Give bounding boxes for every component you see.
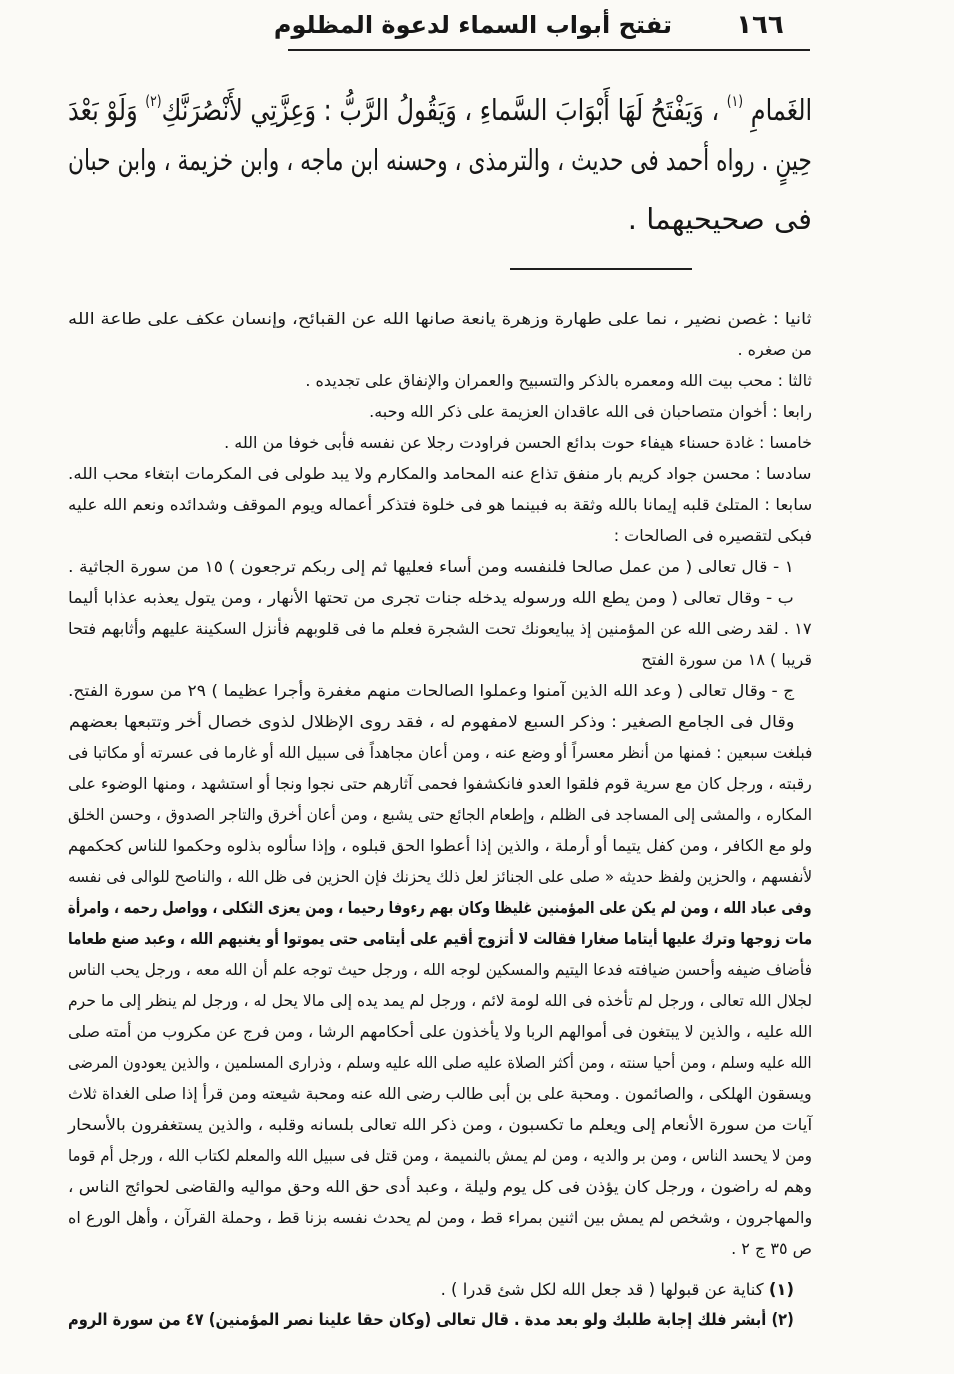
commentary-line-text: آيات من سورة الأنعام إلى ويعلم ما تكسبون ، ومن ذكر الله تعالى بلسانه وقلبه ، والذين يستغفرون بالأسحار	[67, 1115, 812, 1134]
commentary-line	[68, 1078, 812, 1109]
commentary-line-text: سادسا : محسن جواد كريم بار منفق تذاع عنه المحامد والمكارم ولا يبد طولى فى المكرمات ابتغاء محب الله.	[68, 464, 812, 483]
commentary-line	[68, 706, 812, 737]
footnote-text: أبشر فلك إجابة طلبك ولو بعد مدة . قال تعالى (وكان حقا علينا نصر المؤمنين) ٤٧ من سورة الروم	[68, 1310, 767, 1329]
commentary-line	[68, 985, 812, 1016]
commentary-line	[68, 520, 812, 551]
commentary-line	[68, 396, 812, 427]
commentary-line	[68, 1109, 812, 1140]
commentary-line	[68, 892, 812, 923]
hadith-text-segment: وَلَوْ بَعْدَ	[67, 93, 138, 127]
commentary-line-text: ١ - قال تعالى ( من عمل صالحا فلنفسه ومن أساء فعليها ثم إلى ربكم ترجعون ) ١٥ من سورة الجاثية .	[68, 557, 794, 576]
commentary-line	[68, 1202, 812, 1233]
commentary-line-text: وقال فى الجامع الصغير : وذكر السبع لامفهوم له ، فقد روى الإظلال لذوى خصال أخر وتتبعها بعضهم	[68, 712, 794, 731]
commentary-line	[68, 427, 812, 458]
footnote-marker: (١)	[768, 1280, 794, 1299]
commentary-line	[68, 365, 812, 396]
hadith-line	[68, 72, 812, 131]
hadith-line	[68, 190, 812, 249]
commentary-line	[68, 675, 812, 706]
commentary-line	[68, 1016, 812, 1047]
footnote-2	[68, 1305, 812, 1335]
commentary-line-text: من صغره .	[737, 340, 812, 359]
footnotes	[68, 1275, 812, 1335]
commentary-line-text: ولو مع الكافر ، ومن كفل يتيما أو أرملة ، والذين إذا أعطوا الحق قبلوه ، وإذا سألوه بذلوه وحكموا للناس كحكمهم	[67, 836, 812, 855]
commentary-line	[68, 458, 812, 489]
footnote-1	[68, 1275, 812, 1305]
commentary-line	[68, 582, 812, 613]
commentary-line	[68, 737, 812, 768]
commentary-line	[68, 830, 812, 861]
commentary-line	[68, 768, 812, 799]
commentary-line	[68, 1140, 812, 1171]
commentary-line-text: فبلغت سبعين : فمنها من أنظر معسراً أو وضع عنه ، ومن أعان مجاهداً فى سبيل الله أو غارما فى عسرته أو مكاتبا فى	[67, 743, 812, 762]
header-rule	[288, 49, 810, 51]
hadith-text-segment: الغَمامِ	[750, 93, 812, 127]
commentary-line	[68, 489, 812, 520]
commentary-line	[68, 954, 812, 985]
footnote-ref-2: (٢)	[145, 92, 162, 110]
commentary-line	[68, 1233, 812, 1264]
commentary-line-text: قريبا ) ١٨ من سورة الفتح	[641, 650, 812, 669]
commentary-line	[68, 1171, 812, 1202]
commentary-line-text: مات زوجها وترك عليها أيتاما صغارا فقالت لا أتزوج أقيم على أيتامى حتى يموتوا أو يغنيهم الله ، وعبد صنع طعاما	[67, 929, 812, 948]
commentary-line-text: الله عليه ، والذين لا يبتغون فى أموالهم الربا ولا يأخذون على أحكامهم الرشا ، ومن فرج عن مكروب من أمته صلى	[67, 1022, 812, 1041]
commentary-line-text: ثالثا : محب بيت الله ومعمره بالذكر والتسبيح والعمران والإنفاق على تجديده .	[305, 371, 812, 390]
page-number: ١٦٦	[736, 10, 784, 40]
commentary-line	[68, 923, 812, 954]
commentary-line-text: ب - وقال تعالى ( ومن يطع الله ورسوله يدخله جنات تجرى من تحتها الأنهار ، ومن يتول يعذبه عذابا أليما	[68, 588, 794, 607]
commentary-line-text: فأضاف ضيفه وأحسن ضيافته فدعا اليتيم والمسكين لوجه الله ، ورجل حيث توجه علم أن الله معه ، ورجل يحب الناس	[67, 960, 812, 979]
commentary-line-text: ص ٣٥ ج ٢ .	[731, 1239, 812, 1258]
hadith-line	[68, 131, 812, 190]
commentary-line-text: سابعا : المتلئ قلبه إيمانا بالله وثقة به فبينما هو فى خلوة فتذكر أعماله ويوم الموقف وشدائده ونعم الله عليه	[67, 495, 812, 514]
commentary-line-text: ١٧ . لقد رضى الله عن المؤمنين إذ يبايعونك تحت الشجرة فعلم ما فى قلوبهم فأنزل السكينة عليهم وأثابهم فتحا	[68, 619, 812, 638]
commentary-line-text: رقبته ، ورجل كان مع سرية قوم فلقوا العدو فانكشفوا فحمى آثارهم حتى نجوا ونجا أو استشهد ، ومنها الوضوء على	[68, 774, 812, 793]
commentary-line-text: ويسقون الهلكى ، والصائمون . ومحبة على بن أبى طالب رضى الله عنه ومحبة شيعته ومن قرأ إذا صلى الغداة ثلاث	[68, 1084, 812, 1103]
commentary-line	[68, 303, 812, 334]
commentary-line-text: ج - وقال تعالى ( وعد الله الذين آمنوا وعملوا الصالحات منهم مغفرة وأجرا عظيما ) ٢٩ من سورة الفتح.	[67, 681, 794, 700]
hadith-line-text: فى صحيحيهما .	[627, 202, 812, 236]
commentary-line-text: فبكى لتقصيره فى الصالحات :	[613, 526, 812, 545]
commentary-line	[68, 613, 812, 644]
hadith-text	[68, 72, 812, 249]
hadith-text-segment: ، وَيَفْتَحُ لَهَا أَبْوَابَ السَّماءِ ، وَيَقُولُ الرَّبُّ : وَعِزَّتِي لأَنْصُرَنَّكِ	[161, 93, 719, 127]
commentary-line	[68, 644, 812, 675]
commentary-line	[68, 799, 812, 830]
footnote-content	[441, 1275, 794, 1305]
commentary-line-text: ثانيا : غصن نضير ، نما على طهارة وزهرة يانعة صانها الله عن القبائح، وإنسان عكف على طاعة الله	[68, 309, 812, 328]
section-separator	[510, 268, 692, 270]
commentary-line	[68, 551, 812, 582]
commentary-line-text: لأنفسهم ، والحزين ولفظ حديثه « صلى على الجنائز لعل ذلك يحزنك فإن الحزين فى ظل الله ، والناصح للوالى فى نفسه	[67, 867, 812, 886]
commentary-line-text: وهم له راضون ، ورجل كان يؤذن فى كل يوم وليلة ، وعبد أدى حق الله وحق مواليه والقاضى لحوائج الناس ،	[67, 1177, 812, 1196]
commentary-line	[68, 1047, 812, 1078]
running-header-title: تفتح أبواب السماء لدعوة المظلوم	[273, 11, 672, 39]
commentary-line	[68, 334, 812, 365]
commentary-line-text: ومن لا يحسد الناس ، ومن بر والديه ، ومن لم يمش بالنميمة ، ومن قتل فى سبيل الله والمعلم لكتاب الله ، ورجل أم قوما	[68, 1146, 812, 1165]
commentary-line-text: رابعا : أخوان متصاحبان فى الله عاقدان العزيمة على ذكر الله وحبه.	[369, 402, 812, 421]
footnote-ref-1: (١)	[726, 92, 743, 110]
commentary-line-text: والمهاجرون ، وشخص لم يمش بين اثنين بمراء قط ، ومن لم يحدث نفسه بزنا قط ، وحملة القرآن ، وأهل الورع اه	[67, 1208, 812, 1227]
commentary-line-text: المكاره ، والمشى إلى المساجد فى الظلم ، وإطعام الجائع حتى يشبع ، ومن أعان أخرق والتاجر الصدوق ، وحسن الخلق	[68, 805, 812, 824]
hadith-line-content	[68, 72, 812, 140]
footnote-content	[68, 1305, 794, 1335]
footnote-marker: (٢)	[771, 1310, 794, 1329]
commentary-line-text: الله عليه وسلم ، ومن أحيا سنته ، ومن أكثر الصلاة عليه صلى الله عليه وسلم ، وذرارى المسلمين ، والذين يعودون المرضى	[68, 1053, 812, 1072]
commentary-line-text: خامسا : غادة حسناء هيفاء حوت بدائع الحسن فراودت رجلا عن نفسه فأبى خوفا من الله .	[224, 433, 812, 452]
commentary-line	[68, 861, 812, 892]
footnote-text: كناية عن قبولها ( قد جعل الله لكل شئ قدرا ) .	[440, 1280, 764, 1299]
hadith-line-text: حِينٍ . رواه أحمد فى حديث ، والترمذى ، وحسنه ابن ماجه ، وابن خزيمة ، وابن حبان	[68, 143, 812, 177]
commentary-block	[68, 303, 812, 1264]
commentary-line-text: لجلال الله تعالى ، ورجل لم تأخذه فى الله لومة لائم ، ورجل لم يمد يده إلى مالا يحل له ، ورجل لم ينظر إلى ما حرم	[67, 991, 812, 1010]
commentary-line-text: وفى عباد الله ، ومن لم يكن على المؤمنين غليظا وكان بهم رءوفا رحيما ، ومن يعزى الثكلى ، وواصل رحمه ، وامرأة	[68, 898, 812, 917]
